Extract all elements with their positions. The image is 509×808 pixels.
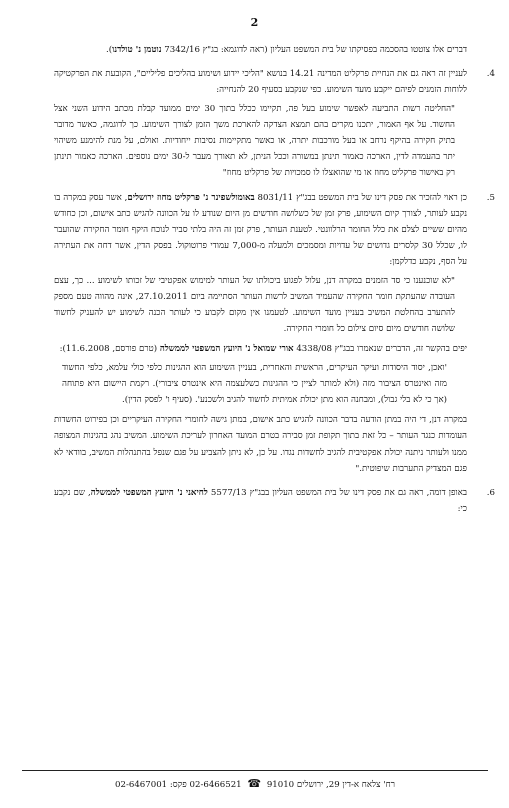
section-5-mid-case-name: אורי שמואל נ' היועץ המשפטי לממשלה [159,344,294,355]
section-5-quote-2: 'ואכן, יסוד היסודות ועיקר העיקרים, הראשית והאחרית, בעניין השימוע הוא ההגינות כלפי כולי עלמא, כלפי החשוד מזה ואינטרס הציבור מזה (ולא למותר לציין כי ההגינות כשלעצמה היא אינטרס ציבורי). רקמת היישום היא פתוחה (אך כי לא בלי גבול), ומבחנה הוא מתן יכולת אמיתית לחשוד להגיב ולשכנע'. (סעיף ו' לפסק הדין). [62,362,447,406]
document-body [54,42,495,525]
page-number: 2 [250,16,259,29]
section-5-mid-paragraph [54,341,467,357]
intro-case-name: נוטמן נ' טולדנו [112,45,162,55]
section-6 [54,485,495,517]
footer-fax: פקס: 02-6467001 [115,780,187,790]
section-4-quote: "החליטה רשות התביעה לאפשר שימוע בעל פה, תקיימו ככלל בתוך 30 ימים ממועד קבלת מכתב הידוע השני אצל החשוד. על אף האמור, יתכנו מקרים בהם תמצא הצדקה להארכת משך הזמן לצורך השימוע. כך לדוגמה, כאשר מדובר בתיק חקירה בהיקף נרחב או בעל מורכבות יתרה, או כאשר מתקיימות נסיבות ייחודיות. ואולם, על מנת להימנע משיהוי יתר בהעמדה לדין, הארכה כאמור תינתן במשורה וככל הניתן, לא תאורך מעבר ל-30 ימים נוספים. הארכה כאמור תינתן רק באישור פרקליט מחוז או מי שהואצלו לו סמכויות של פרקליט מחוז" [54,103,455,179]
intro-text: דברים אלו צוטטו בהסכמה בפסיקתו של בית המשפט העליון (ראה לדוגמא: בג"ץ 7342/16 [161,45,467,55]
section-5-paragraph [54,190,467,271]
intro-paragraph [54,42,467,58]
section-5-mid: יפים בהקשר זה, הדברים שנאמרו בבג"ץ 4338/08 [293,344,467,355]
footer-address: רח' צלאח א-דין 29, ירושלים 91010 [266,780,395,790]
section-6-lead: באופן דומה, ראה גם את פסק דינו של בית המשפט העליון בבג"ץ 5577/13 [207,488,467,499]
footer-phone: 02-6466521 [189,780,242,790]
section-6-case-name: לחיאני נ' היועץ המשפטי לממשלה [90,488,208,499]
section-6-marker: 6. [486,488,495,499]
section-4-marker: 4. [486,69,495,80]
section-5 [54,190,495,477]
section-5-case-name: באומולשפינר נ' פרקליט מחוז ירושלים [127,192,255,203]
section-4-text: לעניין זה ראה גם את הנחיית פרקליט המדינה 14.21 בנושא "הליכי יידוע ושימוע בהליכים פליליים", הקובעת את הפרקטיקה ללוחות הזמנים לפיהם ייקבע מועד השימוע. כפי שנקבע בסעיף 20 להנחייה: [54,69,467,96]
footer-contact [22,777,488,790]
section-6-tail: , שם נקבע כי: [54,488,467,515]
section-5-mid-tail: (טרם פורסם, 11.6.2008): [59,344,160,355]
section-5-close: במקרה דנן, די היה במתן הודעה בדבר הכוונה להגיש כתב אישום, במתן גישה לחומרי החקירה העיקריים וכן בפירוט החשדות העומדות כנגד העותר – כל זאת בתוך תקופת זמן סבירה בטרם המועד האחרון לעריכת השימוע. המשיב נהג בהגינות המצופה ממנו ולעותר ניתנה יכולת אפקטיבית להגיב לחשדות נגדו. על כן, לא ניתן להצביע על פגם שנפל בהתנהלות המשיב, בוודאי לא פגם המצדיק התערבות שיפוטית." [54,415,467,474]
section-5-lead: כן ראוי להזכיר את פסק דינו של בית המשפט בבג"ץ 8031/11 [254,192,467,203]
section-5-quote-1: "לא שוכנענו כי סד הזמנים במקרה דנן, עלול לפגוע ביכולתו של העותר למימוש אפקטיבי של זכותו לשימוע ... כך, עצם העובדה שהעתקת חומר החקירה שהעמיד המשיב לרשות העותר הסתיימה ביום 27.10.2011, אינה מהווה טעם מספק להתערב בהחלטת המשיב בעניין מועד השימוע. לטעמנו אין מקום לקבוע כי לעותר הכנה לשימוע יש להעניק לחשוד שלושה חודשים מיום סיום צילום כל חומרי החקירה. [54,275,455,335]
footer-rule [22,770,488,771]
intro-tail: ). [106,45,113,55]
section-4 [54,66,495,181]
section-5-marker: 5. [486,192,495,203]
section-5-text: , אשר עסק במקרה בו נקבע לעותר, לצורך קיום השימוע, פרק זמן של כשלושה חודשים מן היום שנודע לו על הכוונה להגיש כתב אישום, וכן כחודש מהיום ששיים לצלם את כלל החומר הרלוונטי. לטענת העותר, פרק זמן זה היה בלתי סביר לנוכח היקף חומר החקירה שהועבר לו, שכלל 30 קלסרים גדושים של עדויות ומסמכים ולמעלה מ-7,000 עמודי פרוטוקול. בפסק הדין, אשר דחה את העתירה על הסף, נקבע כדלקמן: [54,192,467,268]
section-6-paragraph [54,485,467,517]
telephone-icon: ☎ [247,777,262,790]
